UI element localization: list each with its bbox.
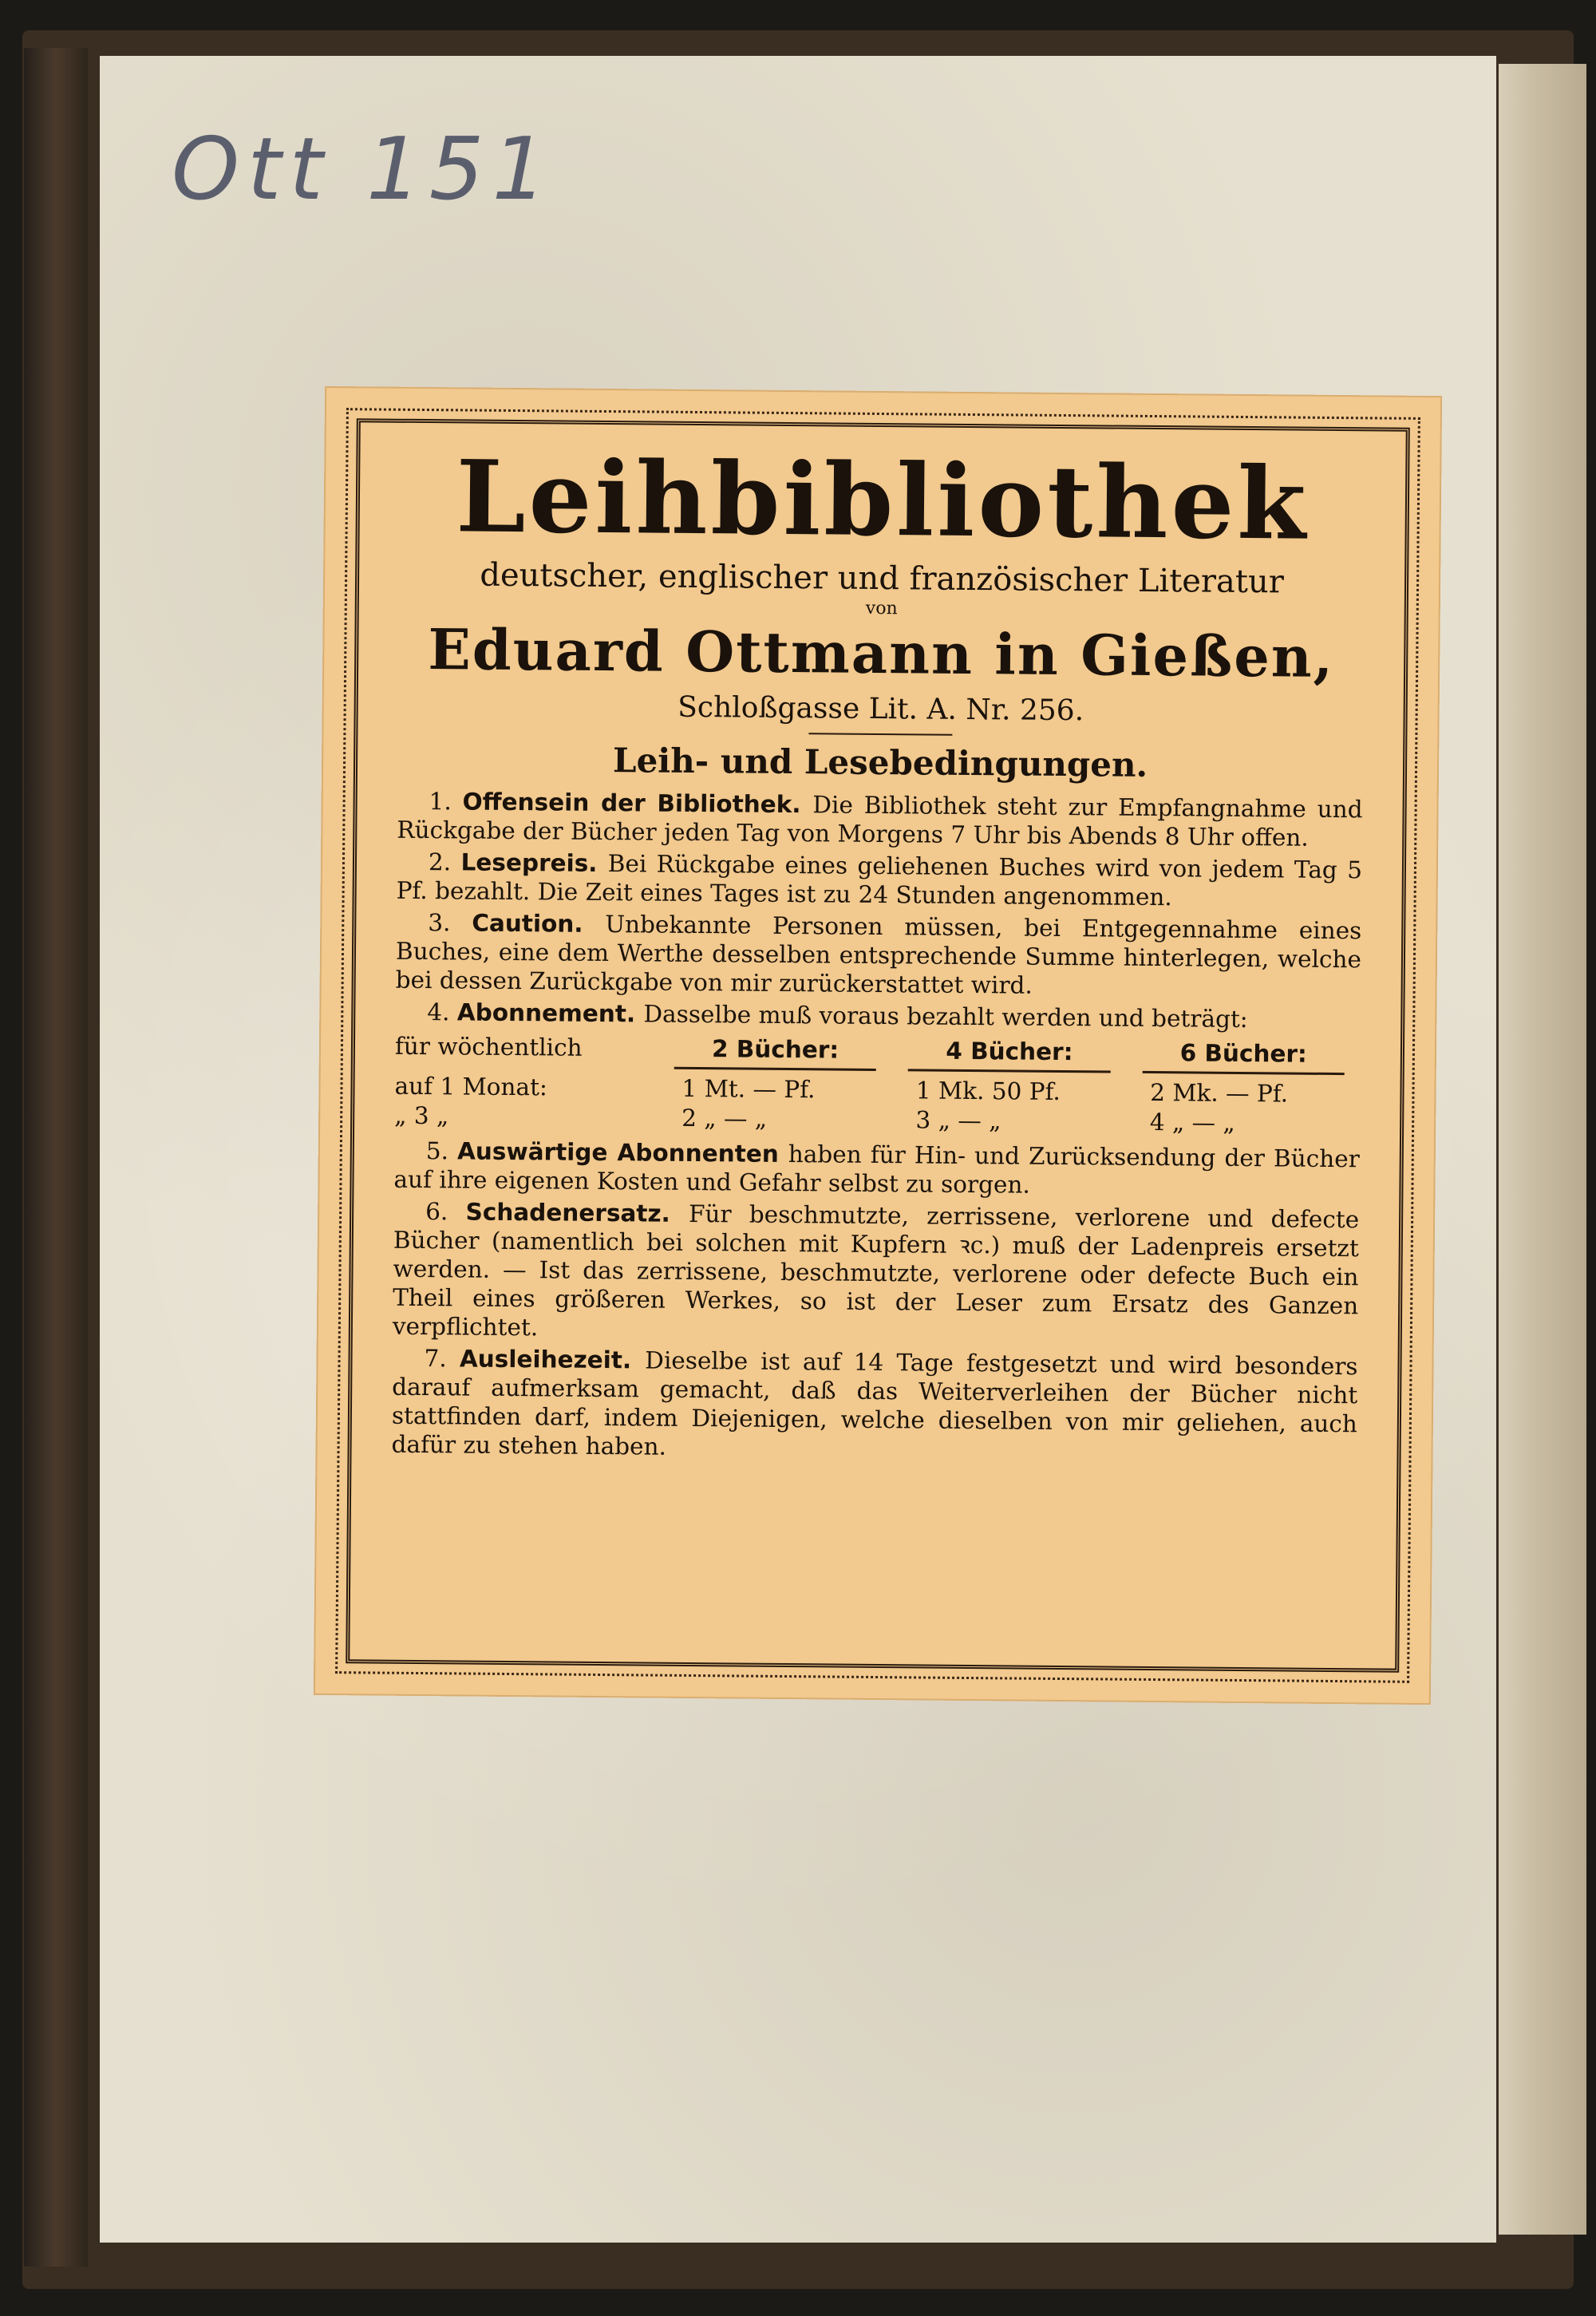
rule-paragraph [395, 998, 1361, 1036]
price-cell: 1 Mk. 50 Pf. [915, 1077, 1061, 1106]
rule-text: Die Bibliothek steht zur Empfangnahme und Rückgabe der Bücher jeden Tag von Morgens 7 Uhr bis Abends 8 Uhr offen. [397, 791, 1363, 852]
rule-title: Schadenersatz. [465, 1198, 689, 1227]
rule-title: Lesepreis. [460, 848, 608, 878]
price-header-6: 6 Bücher: [1142, 1038, 1345, 1075]
price-header-4: 4 Bücher: [908, 1037, 1111, 1073]
price-header-2: 2 Bücher: [674, 1034, 877, 1071]
rule-number: 1. [429, 788, 463, 816]
rule-number: 2. [428, 848, 461, 876]
rule-number: 6. [425, 1197, 466, 1226]
price-cell: 1 Mt. — Pf. [681, 1075, 816, 1104]
rule-text: Dieselbe ist auf 14 Tage festgesetzt und wird besonders darauf aufmerksam gemacht, daß das Weiterverleihen der Bücher nicht stattfinden darf, indem Diejenigen, welche dieselben von mir geliehen, auch dafür zu stehen haben. [391, 1346, 1358, 1460]
shelfmark: Ott 151 [172, 120, 555, 219]
rule-text: Dasselbe muß voraus bezahlt werden und beträgt: [643, 1000, 1248, 1034]
label-content [389, 439, 1365, 1649]
rule-paragraph [397, 788, 1363, 854]
price-row-1-label: auf 1 Monat: [394, 1072, 548, 1101]
rule-text: Für beschmutzte, zerrissene, verlorene und defecte Bücher (namentlich bei solchen mit Kupfern ꝛc.) muß der Ladenpreis ersetzt werden. — Ist das zerrissene, beschmutzte, verlorene oder defecte Buch ein Theil eines größeren Werkes, so ist der Leser zum Ersatz des Ganzen verpflichtet. [392, 1199, 1360, 1342]
price-cell: 3 „ — „ [915, 1106, 1001, 1135]
rule-title: Caution. [472, 909, 606, 939]
label-title: Leihbibliothek [455, 439, 1310, 563]
rule-title: Abonnement. [456, 998, 644, 1028]
rule-text: Bei Rückgabe eines geliehenen Buches wird von jedem Tag 5 Pf. bezahlt. Die Zeit eines Tages ist zu 24 Stunden angenommen. [396, 850, 1363, 911]
rule-title: Auswärtige Abonnenten [456, 1137, 788, 1168]
rule-number: 5. [425, 1136, 458, 1165]
rules-list-after [391, 1137, 1359, 1468]
rule-title: Ausleihezeit. [459, 1345, 646, 1374]
price-cell: 2 Mk. — Pf. [1150, 1079, 1289, 1108]
rule-paragraph [393, 1198, 1360, 1350]
label-address: Schloßgasse Lit. A. Nr. 256. [678, 691, 1084, 728]
spine-strip [24, 48, 88, 2267]
label-owner: Eduard Ottmann in Gießen, [428, 616, 1335, 691]
price-cell: 4 „ — „ [1149, 1108, 1235, 1136]
library-label [314, 386, 1442, 1705]
rules-list [395, 788, 1363, 1035]
page-edge [1499, 64, 1586, 2235]
rule-paragraph [391, 1344, 1357, 1467]
rule-number: 7. [424, 1344, 460, 1373]
rule-number: 4. [427, 998, 458, 1026]
label-subtitle: deutscher, englischer und französischer Literatur [480, 557, 1285, 601]
price-row-2-label: „ 3 „ [394, 1101, 449, 1130]
label-von: von [865, 599, 898, 619]
rule-paragraph [397, 848, 1363, 915]
rule-number: 3. [428, 909, 472, 937]
rule-text: Unbekannte Personen müssen, bei Entgegennahme eines Buches, eine dem Werthe desselben entsprechende Summe hinterlegen, welche bei dessen Zurückgabe von mir zurückerstattet wird. [395, 911, 1362, 999]
rule-paragraph [396, 909, 1362, 1004]
price-cell: 2 „ — „ [681, 1104, 768, 1132]
conditions-heading: Leih- und Lesebedingungen. [612, 741, 1148, 785]
price-row-label: für wöchentlich [394, 1032, 583, 1062]
rule-text: haben für Hin- und Zurücksendung der Bücher auf ihre eigenen Kosten und Gefahr selbst zu sorgen. [393, 1140, 1360, 1199]
rule-title: Offensein der Bibliothek. [462, 788, 813, 819]
rule-paragraph [393, 1137, 1360, 1203]
divider-rule [808, 733, 952, 737]
price-table [394, 1032, 1361, 1139]
